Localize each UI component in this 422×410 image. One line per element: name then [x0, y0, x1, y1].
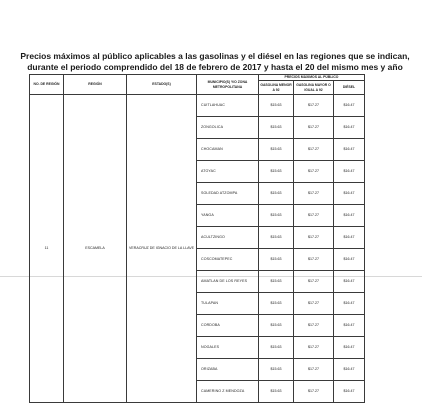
header-gasolina-mayor: GASOLINA MAYOR O IGUAL A 92: [294, 81, 334, 95]
cell-municipio: CORDOBA: [197, 315, 259, 337]
cell-diesel: $16.47: [334, 161, 365, 183]
title-line-2: durante el periodo comprendido del 18 de febrero de 2017 y hasta el 20 del mismo mes y año: [27, 61, 403, 72]
header-no-region: NO. DE REGIÓN: [30, 75, 64, 95]
title-line-1: Precios máximos al público aplicables a las gasolinas y el diésel en las regiones que se indican,: [20, 51, 410, 61]
cell-diesel: $16.47: [334, 227, 365, 249]
cell-gas-menor: $15.63: [259, 293, 294, 315]
cell-gas-menor: $15.63: [259, 117, 294, 139]
cell-diesel: $16.47: [334, 183, 365, 205]
cell-diesel: $16.47: [334, 117, 365, 139]
price-table: [29, 74, 365, 403]
cell-diesel: $16.47: [334, 95, 365, 117]
cell-diesel: $16.47: [334, 139, 365, 161]
cell-gas-menor: $15.63: [259, 183, 294, 205]
header-estados: ESTADO(S): [127, 75, 197, 95]
cell-gas-menor: $15.63: [259, 205, 294, 227]
cell-municipio: ATOYAC: [197, 161, 259, 183]
cell-diesel: $16.47: [334, 293, 365, 315]
cell-municipio: AMATLAN DE LOS REYES: [197, 271, 259, 293]
price-table-wrapper: [29, 74, 365, 403]
cell-municipio: NOGALES: [197, 337, 259, 359]
cell-gas-menor: $15.63: [259, 95, 294, 117]
cell-no-region: 11: [30, 95, 64, 403]
cell-municipio: CAMERINO Z MENDOZA: [197, 381, 259, 403]
cell-municipio: COSCOMATEPEC: [197, 249, 259, 271]
header-region: REGIÓN: [64, 75, 127, 95]
header-diesel: DIÉSEL: [334, 81, 365, 95]
cell-gas-mayor: $17.27: [294, 117, 334, 139]
cell-diesel: $16.47: [334, 337, 365, 359]
cell-gas-mayor: $17.27: [294, 139, 334, 161]
cell-municipio: ACULTZINGO: [197, 227, 259, 249]
cell-diesel: $16.47: [334, 381, 365, 403]
cell-municipio: CHOCAMAN: [197, 139, 259, 161]
cell-diesel: $16.47: [334, 205, 365, 227]
cell-gas-menor: $15.63: [259, 359, 294, 381]
header-municipios: MUNICIPIO(S) Y/O ZONA METROPOLITANA: [197, 75, 259, 95]
cell-gas-menor: $15.63: [259, 139, 294, 161]
cell-gas-mayor: $17.27: [294, 161, 334, 183]
cell-gas-mayor: $17.27: [294, 381, 334, 403]
cell-municipio: TULAPAN: [197, 293, 259, 315]
cell-gas-mayor: $17.27: [294, 337, 334, 359]
header-precios: PRECIOS MÁXIMOS AL PÚBLICO: [259, 75, 365, 81]
cell-gas-mayor: $17.27: [294, 95, 334, 117]
cell-municipio: ZONGOLICA: [197, 117, 259, 139]
cell-gas-mayor: $17.27: [294, 293, 334, 315]
cell-gas-mayor: $17.27: [294, 227, 334, 249]
cell-municipio: YANGA: [197, 205, 259, 227]
cell-gas-mayor: $17.27: [294, 271, 334, 293]
cell-municipio: ORIZABA: [197, 359, 259, 381]
cell-gas-menor: $15.63: [259, 161, 294, 183]
cell-diesel: $16.47: [334, 359, 365, 381]
cell-gas-mayor: $17.27: [294, 249, 334, 271]
cell-diesel: $16.47: [334, 271, 365, 293]
cell-gas-mayor: $17.27: [294, 205, 334, 227]
cell-diesel: $16.47: [334, 249, 365, 271]
header-gasolina-menor: GASOLINA MENOR A 92: [259, 81, 294, 95]
cell-gas-mayor: $17.27: [294, 315, 334, 337]
cell-gas-menor: $15.63: [259, 315, 294, 337]
cell-gas-menor: $15.63: [259, 337, 294, 359]
cell-municipio: SOLEDAD ATZOMPA: [197, 183, 259, 205]
cell-estado: VERACRUZ DE IGNACIO DE LA LLAVE: [127, 95, 197, 403]
cell-gas-menor: $15.63: [259, 271, 294, 293]
cell-diesel: $16.47: [334, 315, 365, 337]
cell-gas-mayor: $17.27: [294, 359, 334, 381]
table-row: [30, 95, 365, 117]
cell-municipio: CUITLAHUAC: [197, 95, 259, 117]
cell-region: ESCAMELA: [64, 95, 127, 403]
cell-gas-menor: $15.63: [259, 381, 294, 403]
cell-gas-menor: $15.63: [259, 249, 294, 271]
cell-gas-menor: $15.63: [259, 227, 294, 249]
cell-gas-mayor: $17.27: [294, 183, 334, 205]
document-title: [20, 51, 410, 72]
